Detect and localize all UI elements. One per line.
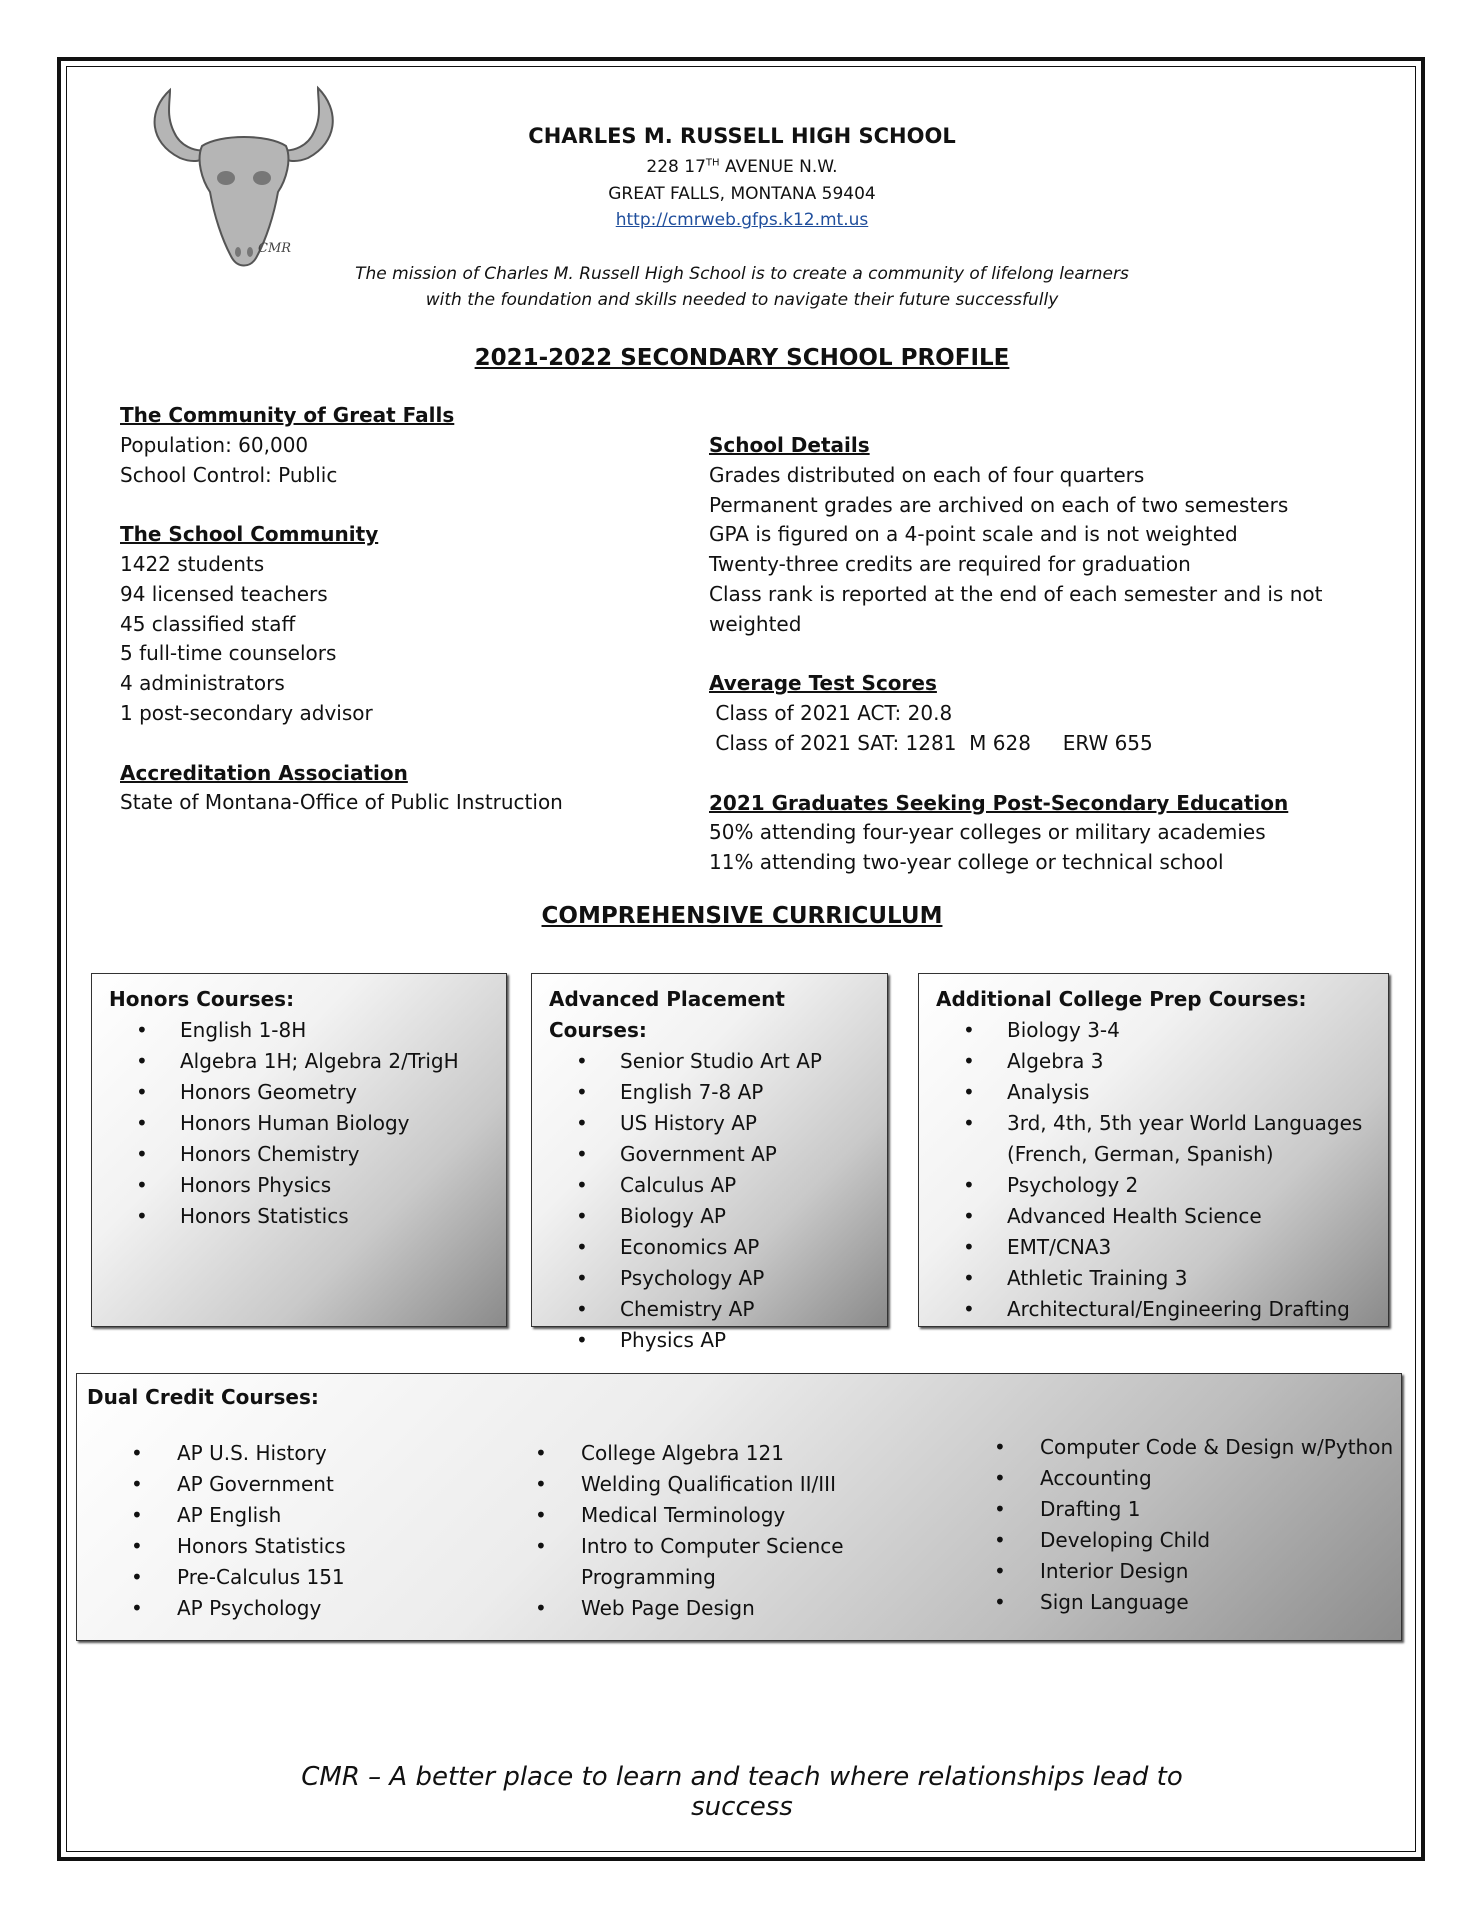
dual-credit-heading: Dual Credit Courses:	[87, 1385, 319, 1409]
profile-left-column	[120, 401, 680, 818]
ap-course-item: • Government AP	[532, 1139, 887, 1170]
accreditation-heading: Accreditation Association	[120, 760, 408, 785]
ap-course-item: • Physics AP	[532, 1325, 887, 1356]
honors-course-item: • Honors Chemistry	[92, 1139, 506, 1170]
school-community-heading: The School Community	[120, 522, 379, 547]
honors-course-item: • Honors Geometry	[92, 1077, 506, 1108]
community-line: Population: 60,000	[120, 432, 309, 457]
school-community-line: 1422 students	[120, 551, 265, 576]
dual-credit-item: • Developing Child	[990, 1525, 1400, 1556]
dual-credit-item: • AP Psychology	[127, 1593, 507, 1624]
address-city: GREAT FALLS, MONTANA 59404	[608, 184, 876, 204]
dual-credit-item: • AP Government	[127, 1469, 507, 1500]
mission-statement-line1: The mission of Charles M. Russell High School is to create a community of lifelong learners	[355, 264, 1129, 284]
school-details-line: GPA is figured on a 4-point scale and is not weighted	[709, 522, 1238, 547]
profile-title: 2021-2022 SECONDARY SCHOOL PROFILE	[474, 345, 1010, 371]
prep-heading: Additional College Prep Courses:	[936, 987, 1307, 1011]
ap-course-item: • Chemistry AP	[532, 1294, 887, 1325]
dual-credit-item: • Accounting	[990, 1463, 1400, 1494]
school-details-line: Permanent grades are archived on each of two semesters	[709, 492, 1289, 517]
footer-tagline: CMR – A better place to learn and teach where relationships lead to success	[301, 1762, 1183, 1822]
svg-text:CMR: CMR	[258, 241, 292, 256]
ap-course-item: • US History AP	[532, 1108, 887, 1139]
school-details-line: Class rank is reported at the end of each semester and is not weighted	[709, 581, 1323, 636]
honors-course-item: • Honors Human Biology	[92, 1108, 506, 1139]
school-community-line: 5 full-time counselors	[120, 641, 337, 666]
prep-course-item: • Architectural/Engineering Drafting	[919, 1294, 1388, 1325]
ap-course-item: • Calculus AP	[532, 1170, 887, 1201]
school-details-heading: School Details	[709, 433, 870, 457]
dual-credit-item: • Honors Statistics	[127, 1531, 507, 1562]
dual-credit-item: • Sign Language	[990, 1587, 1400, 1618]
school-community-line: 94 licensed teachers	[120, 581, 328, 606]
school-details-line: Twenty-three credits are required for graduation	[709, 552, 1191, 577]
dual-credit-item: • Pre-Calculus 151	[127, 1562, 507, 1593]
honors-heading: Honors Courses:	[109, 987, 295, 1011]
ap-course-item: • Senior Studio Art AP	[532, 1046, 887, 1077]
curriculum-title: COMPREHENSIVE CURRICULUM	[541, 903, 943, 929]
graduates-line: 11% attending two-year college or technical school	[709, 850, 1224, 875]
graduates-line: 50% attending four-year colleges or military academies	[709, 820, 1266, 845]
ap-course-item: • English 7-8 AP	[532, 1077, 887, 1108]
dual-credit-item: • Computer Code & Design w/Python	[990, 1432, 1400, 1463]
honors-course-item: • English 1-8H	[92, 1015, 506, 1046]
bison-skull-logo	[140, 80, 350, 275]
dual-credit-item: • AP U.S. History	[127, 1438, 507, 1469]
test-scores-line: Class of 2021 ACT: 20.8	[709, 701, 953, 726]
dual-credit-item: • Interior Design	[990, 1556, 1400, 1587]
honors-courses-box	[91, 973, 507, 1327]
prep-course-item: • Biology 3-4	[919, 1015, 1388, 1046]
graduates-heading: 2021 Graduates Seeking Post-Secondary Education	[709, 790, 1289, 815]
ap-course-item: • Psychology AP	[532, 1263, 887, 1294]
school-details-line: Grades distributed on each of four quarters	[709, 462, 1145, 487]
prep-course-item: • Athletic Training 3	[919, 1263, 1388, 1294]
prep-course-item: • 3rd, 4th, 5th year World Languages (French, German, Spanish)	[919, 1108, 1388, 1170]
honors-course-item: • Honors Physics	[92, 1170, 506, 1201]
ap-courses-box	[531, 973, 888, 1352]
dual-credit-column-1	[127, 1438, 507, 1624]
mission-statement-line2: with the foundation and skills needed to navigate their future successfully	[425, 290, 1059, 310]
school-website-link[interactable]: http://cmrweb.gfps.k12.mt.us	[615, 210, 869, 230]
dual-credit-item: • Intro to Computer Science Programming	[531, 1531, 931, 1593]
community-heading: The Community of Great Falls	[120, 403, 455, 427]
test-scores-heading: Average Test Scores	[709, 671, 937, 696]
dual-credit-item: • Drafting 1	[990, 1494, 1400, 1525]
prep-course-item: • Analysis	[919, 1077, 1388, 1108]
dual-credit-item: • Welding Qualification II/III	[531, 1469, 931, 1500]
school-name: CHARLES M. RUSSELL HIGH SCHOOL	[528, 124, 956, 148]
dual-credit-item: • AP English	[127, 1500, 507, 1531]
test-scores-line: Class of 2021 SAT: 1281 M 628 ERW 655	[709, 730, 1153, 755]
dual-credit-item: • College Algebra 121	[531, 1438, 931, 1469]
profile-right-column	[709, 431, 1419, 878]
school-community-line: 45 classified staff	[120, 611, 296, 636]
dual-credit-item: • Medical Terminology	[531, 1500, 931, 1531]
prep-course-item: • Advanced Health Science	[919, 1201, 1388, 1232]
dual-credit-courses-box	[76, 1373, 1402, 1641]
address-street: 228 17TH AVENUE N.W.	[646, 157, 838, 177]
ap-course-item: • Economics AP	[532, 1232, 887, 1263]
accreditation-line: State of Montana-Office of Public Instruction	[120, 790, 563, 815]
school-community-line: 4 administrators	[120, 671, 285, 696]
school-community-line: 1 post-secondary advisor	[120, 700, 373, 725]
prep-course-item: • EMT/CNA3	[919, 1232, 1388, 1263]
ap-course-item: • Biology AP	[532, 1201, 887, 1232]
prep-course-item: • Psychology 2	[919, 1170, 1388, 1201]
dual-credit-column-2	[531, 1438, 931, 1624]
dual-credit-item: • Web Page Design	[531, 1593, 931, 1624]
ap-heading: Advanced Placement Courses:	[549, 987, 785, 1042]
dual-credit-column-3	[990, 1432, 1400, 1618]
community-line: School Control: Public	[120, 462, 338, 487]
honors-course-item: • Algebra 1H; Algebra 2/TrigH	[92, 1046, 506, 1077]
college-prep-courses-box	[918, 973, 1389, 1327]
prep-course-item: • Algebra 3	[919, 1046, 1388, 1077]
honors-course-item: • Honors Statistics	[92, 1201, 506, 1232]
